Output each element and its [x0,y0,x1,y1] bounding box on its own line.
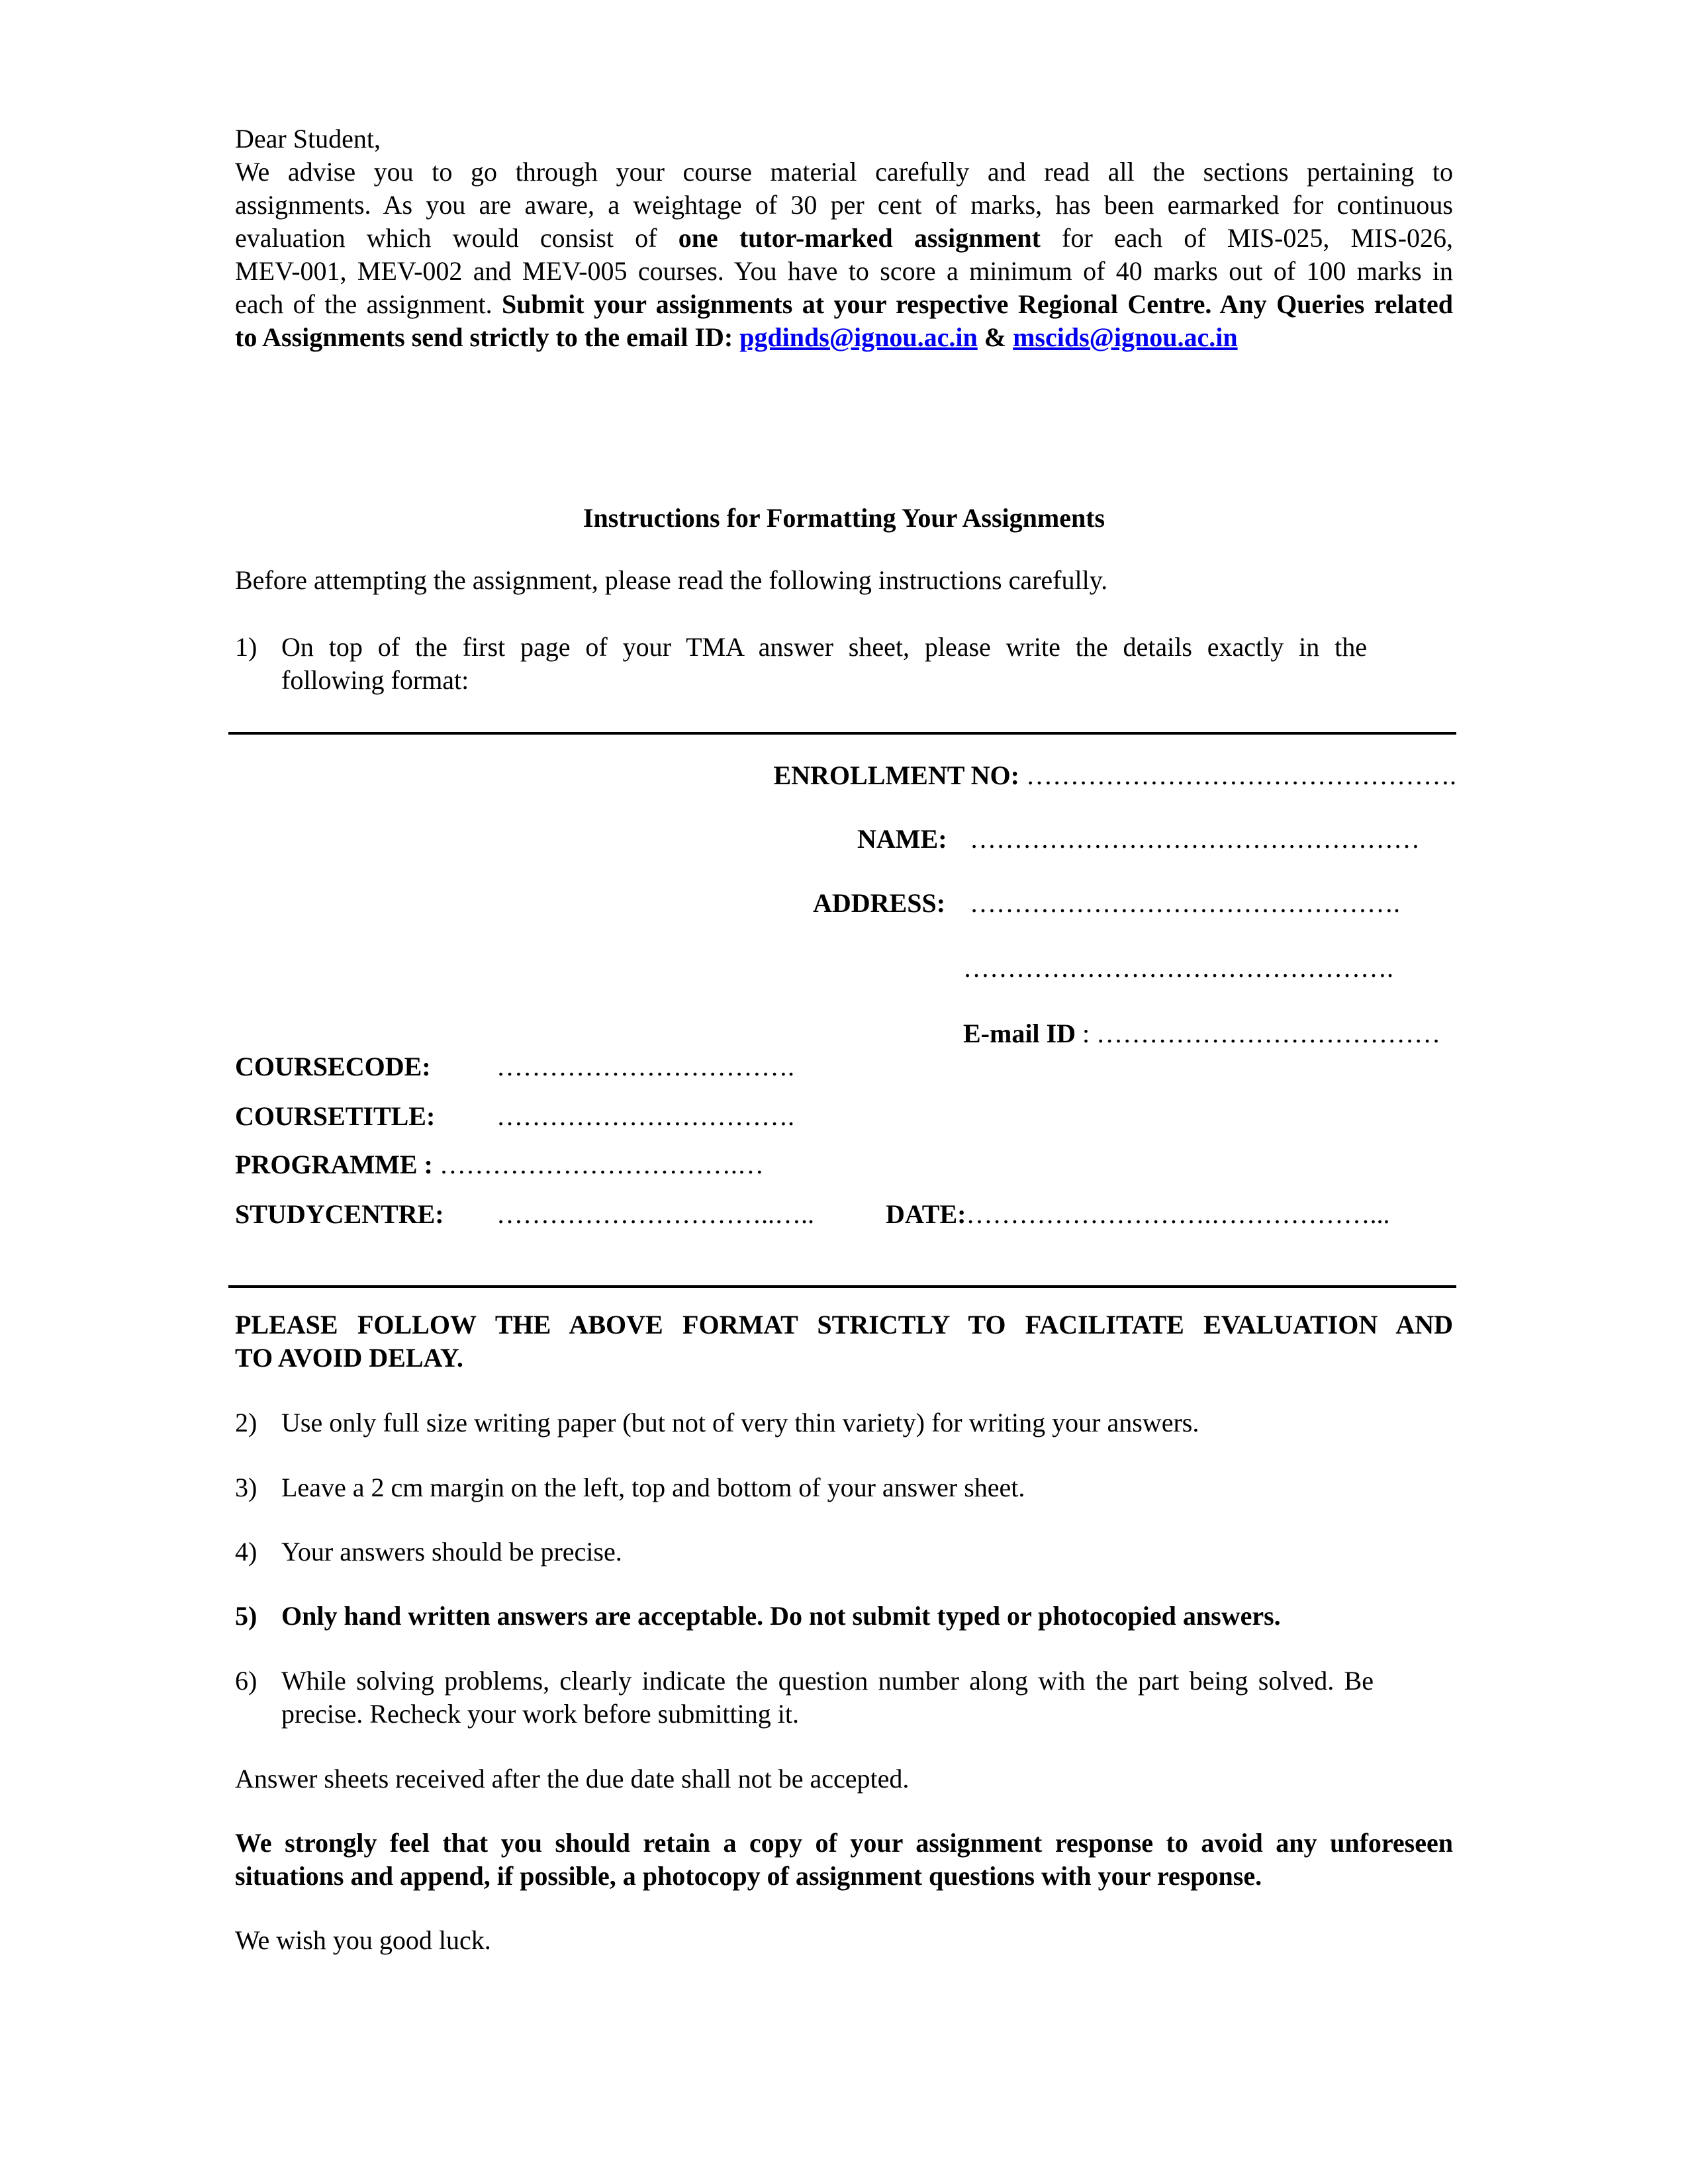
item-4-text: Your answers should be precise. [281,1537,622,1567]
address-label: ADDRESS: [813,888,946,918]
item-number: 1) [235,632,258,662]
programme-dots: …………………………….… [439,1150,764,1179]
email-dots: ………………………………… [1096,1019,1441,1048]
enrollment-row [773,759,1456,792]
format-notice: PLEASE FOLLOW THE ABOVE FORMAT STRICTLY TO FACILITATE EVALUATION AND TO AVOID DELAY. [235,1310,1453,1373]
intro-line: assignments. As you are aware, a weightage of 30 per cent of marks, has been earmarked for continuous [235,190,1453,220]
item-6-text: While solving problems, clearly indicate the question number along with the part being solved. Be precise. Recheck your work before submitting it. [281,1666,1374,1729]
instructions-intro: Before attempting the assignment, please read the following instructions carefully. [235,565,1108,595]
item-1-text: On top of the first page of your TMA answer sheet, please write the details exactly in the following format: [281,632,1367,695]
name-label: NAME: [857,824,947,854]
programme-row [235,1148,764,1181]
enrollment-label: ENROLLMENT NO: [773,760,1019,790]
studycentre-dots: …………………………..….. [496,1199,814,1229]
item-number: 5) [235,1601,258,1631]
studycentre-label: STUDYCENTRE: [235,1199,444,1229]
email-row: E-mail ID : ………………………………… [963,1019,1441,1048]
intro-line: each of the assignment. Submit your assignments at your respective Regional Centre. Any Queries related [235,289,1453,319]
date-dots: ……………………….………………... [966,1199,1390,1229]
item-number: 3) [235,1473,258,1502]
item-number: 4) [235,1537,258,1567]
coursetitle-dots: ……………………………. [496,1101,794,1131]
item-number: 6) [235,1666,258,1696]
retain-copy-note: We strongly feel that you should retain a copy of your assignment response to avoid any unforeseen situations and append, if possible, a photocopy of assignment questions with your response. [235,1828,1453,1891]
intro-paragraph [235,156,1453,354]
tma-emphasis: one tutor-marked assignment [678,223,1041,253]
coursecode-dots: ……………………………. [496,1052,794,1081]
item-2-text: Use only full size writing paper (but not of very thin variety) for writing your answers. [281,1408,1199,1437]
item-number: 2) [235,1408,258,1437]
salutation: Dear Student, [235,124,381,154]
address-dots-line2: …………………………………………. [963,953,1393,983]
form-top-rule [228,732,1456,735]
good-luck-closing: We wish you good luck. [235,1925,491,1955]
intro-line: MEV-001, MEV-002 and MEV-005 courses. You have to score a minimum of 40 marks out of 100 marks in [235,256,1453,286]
email-link-mscids[interactable]: mscids@ignou.ac.in [1013,322,1238,352]
address-dots: …………………………………………. [970,888,1400,918]
due-date-note: Answer sheets received after the due date shall not be accepted. [235,1764,910,1794]
intro-line: We advise you to go through your course material carefully and read all the sections pertaining to [235,157,1453,187]
name-dots: …………………………………………… [970,824,1420,854]
item-5-text: Only hand written answers are acceptable. Do not submit typed or photocopied answers. [281,1601,1281,1631]
item-3-text: Leave a 2 cm margin on the left, top and bottom of your answer sheet. [281,1473,1025,1502]
intro-line: to Assignments send strictly to the email ID: pgdinds@ignou.ac.in & mscids@ignou.ac.in [235,322,1238,352]
email-link-pgdinds[interactable]: pgdinds@ignou.ac.in [739,322,978,352]
programme-label: PROGRAMME : [235,1150,433,1179]
coursetitle-label: COURSETITLE: [235,1101,436,1131]
instructions-heading: Instructions for Formatting Your Assignments [583,503,1105,533]
date-row [886,1198,1389,1231]
date-label: DATE: [886,1199,966,1229]
form-bottom-rule [228,1285,1456,1288]
email-label: E-mail ID [963,1019,1076,1048]
enrollment-dots: …………………………………………. [1026,760,1456,790]
submit-emphasis: Submit your assignments at your respective Regional Centre. Any Queries related [502,289,1453,319]
coursecode-label: COURSECODE: [235,1052,431,1081]
intro-line: evaluation which would consist of one tutor-marked assignment for each of MIS-025, MIS-026, [235,223,1454,253]
